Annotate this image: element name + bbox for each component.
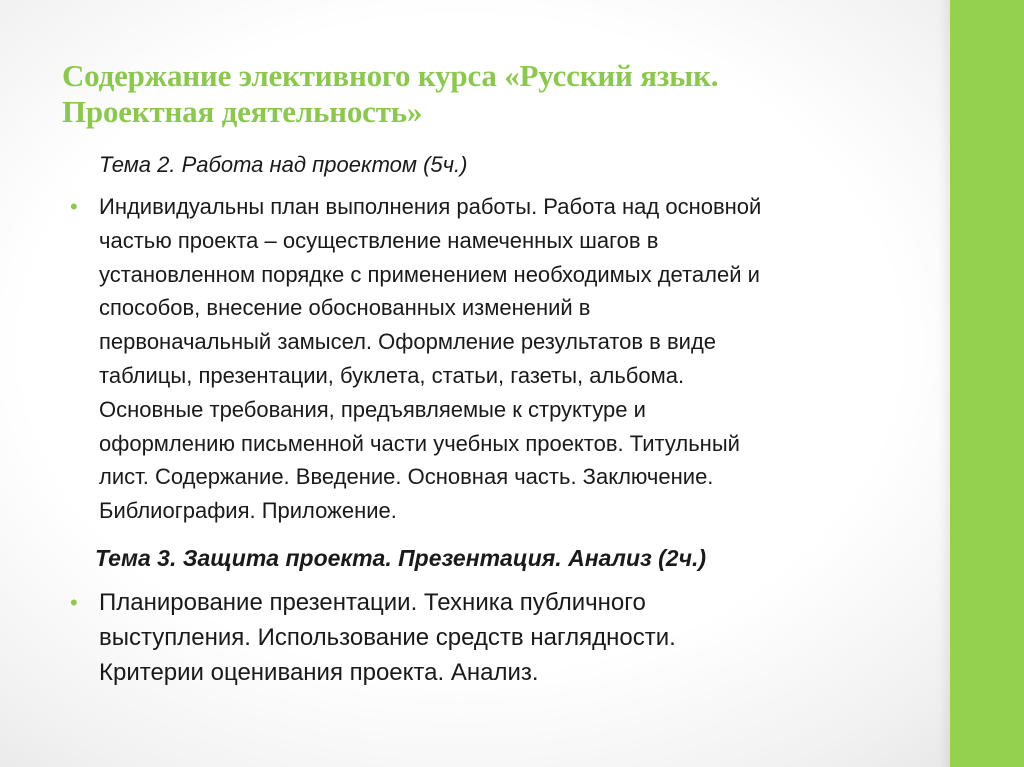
text-line: выступления. Использование средств наглядности.: [99, 624, 676, 651]
text-line: первоначальный замысел. Оформление результатов в виде: [99, 329, 717, 355]
text-line: таблицы, презентации, буклета, статьи, газеты, альбома.: [99, 362, 685, 388]
text-line: лист. Содержание. Введение. Основная часть. Заключение.: [99, 464, 714, 490]
text-line: установленном порядке с применением необходимых деталей и: [99, 261, 760, 287]
bullet-text: [99, 190, 910, 528]
text-line: способов, внесение обоснованных изменений в: [99, 295, 591, 321]
bullet-icon: •: [70, 590, 78, 615]
text-line: частью проекта – осуществление намеченных шагов в: [99, 227, 659, 253]
accent-bar: [950, 0, 1024, 767]
text-line: Библиография. Приложение.: [99, 498, 397, 524]
text-line: Основные требования, предъявляемые к структуре и: [99, 396, 646, 422]
slide-title-line: Проектная деятельность»: [62, 94, 423, 129]
topic-heading: Тема 3. Защита проекта. Презентация. Анализ (2ч.): [95, 545, 707, 571]
bullet-item: [70, 585, 910, 690]
topic-heading: Тема 2. Работа над проектом (5ч.): [99, 152, 468, 177]
bullet-text: [99, 585, 910, 690]
text-line: Планирование презентации. Техника публичного: [99, 589, 646, 616]
text-line: Критерии оценивания проекта. Анализ.: [99, 659, 539, 686]
slide-title: [62, 58, 882, 130]
text-line: оформлению письменной части учебных проектов. Титульный: [99, 430, 740, 456]
text-line: Индивидуальны план выполнения работы. Работа над основной: [99, 194, 762, 219]
bullet-item: [70, 190, 910, 528]
slide-title-line: Содержание элективного курса «Русский язык.: [62, 58, 719, 93]
bullet-icon: •: [70, 194, 78, 219]
accent-bar-shadow: [938, 0, 950, 767]
